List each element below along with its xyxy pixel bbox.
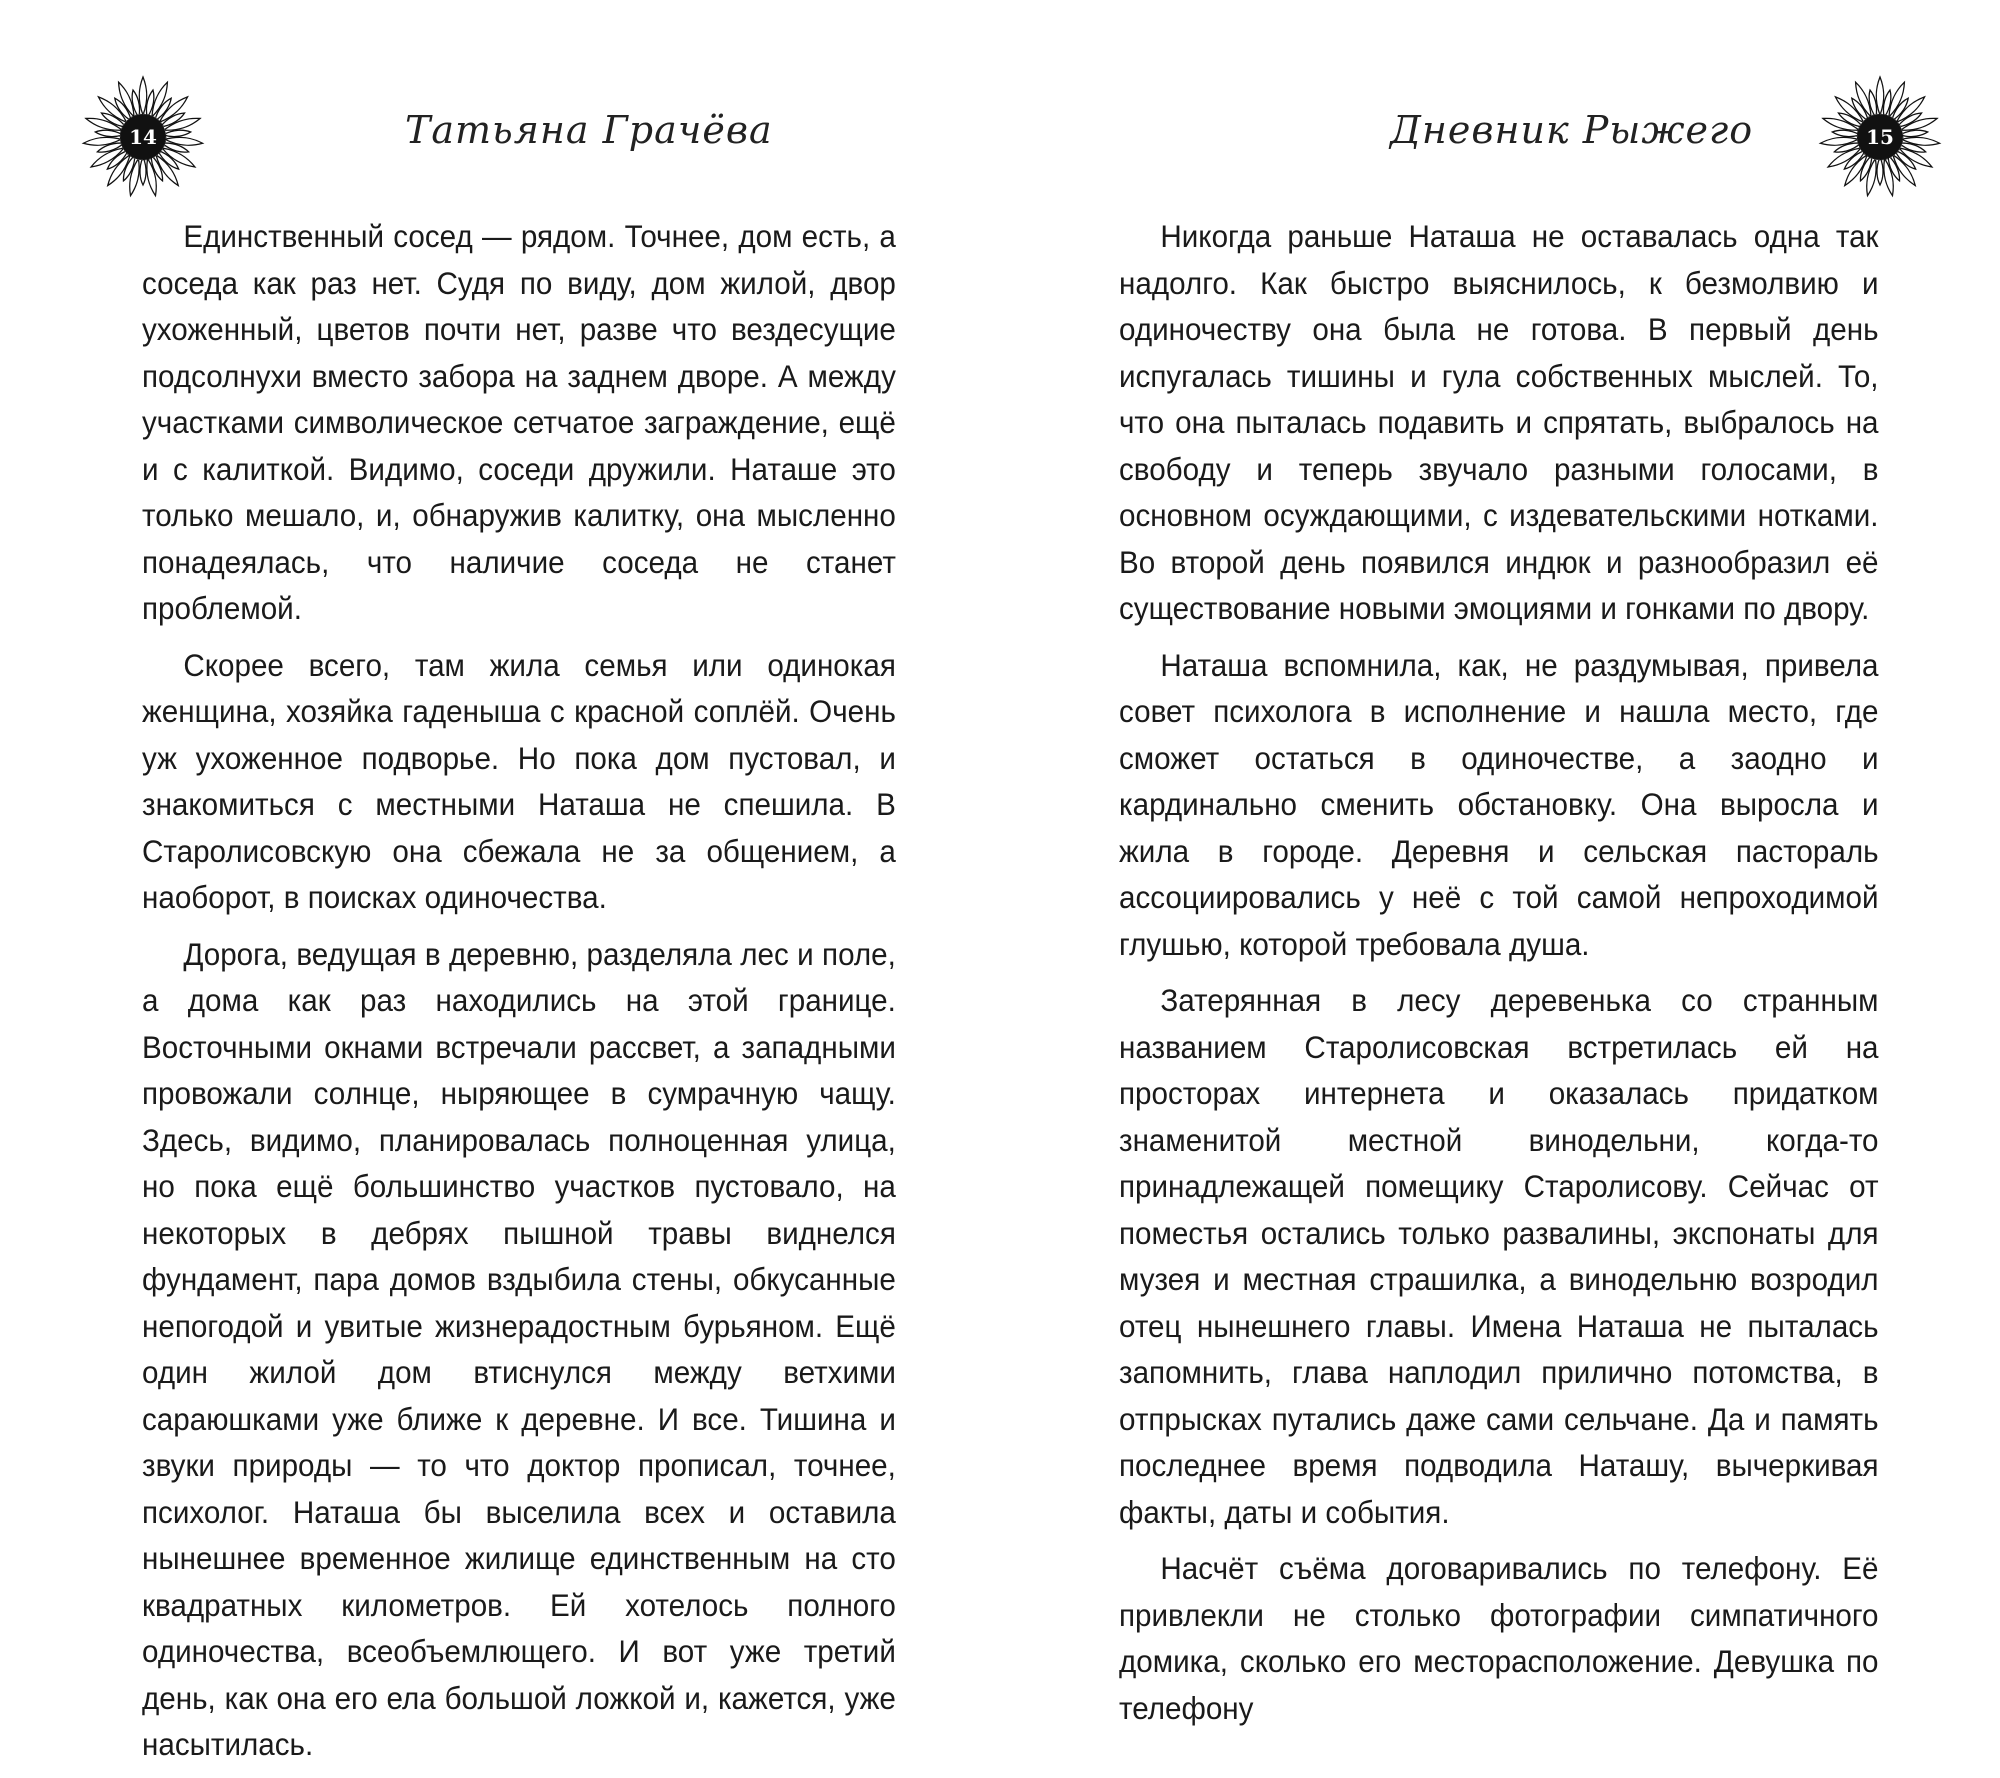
sunflower-page-number-badge <box>78 72 208 202</box>
left-page <box>0 0 1000 1762</box>
paragraph: Никогда раньше Наташа не оставалась одна так надолго. Как быстро выяснилось, к безмолвию и одиночеству она была не готова. В первый день испугалась тишины и гула собственных мыслей. То, что она пыталась подавить и спрятать, выбралось на свободу и теперь звучало разными голосами, в основном осуждающими, с издевательскими нотками. Во второй день появился индюк и разнообразил её существование новыми эмоциями и гонками по двору. <box>1119 218 1879 626</box>
paragraph: Скорее всего, там жила семья или одинокая женщина, хозяйка гаденыша с красной соплёй. Очень уж ухоженное подворье. Но пока дом пустовал, и знакомиться с местными Наташа не спешила. В Старолисовскую она сбежала не за общением, а наоборот, в поисках одиночества. <box>142 646 896 915</box>
page-number: 14 <box>129 125 157 149</box>
running-header-book-title: Дневник Рыжего <box>1390 108 1754 152</box>
paragraph: Наташа вспомнила, как, не раздумывая, привела совет психолога в исполнение и нашла место, где сможет остаться в одиночестве, а заодно и кардинально сменить обстановку. Она выросла и жила в городе. Деревня и сельская пастораль ассоциировались у неё с той самой непроходимой глушью, которой требовала душа. <box>1119 646 1879 962</box>
running-header-author: Татьяна Грачёва <box>405 108 773 152</box>
left-page-body <box>142 213 896 1778</box>
paragraph: Затерянная в лесу деревенька со странным названием Старолисовская встретилась ей на просторах интернета и оказалась придатком знаменитой местной винодельни, когда-то принадлежащей помещику Старолисову. Сейчас от поместья остались только развалины, экспонаты для музея и местная страшилка, а винодельню возродил отец нынешнего главы. Имена Наташа не пыталась запомнить, глава наплодил прилично потомства, в отпрысках путались даже сами сельчане. Да и память последнее время подводила Наташу, вычеркивая факты, даты и события. <box>1119 982 1879 1530</box>
page-number: 15 <box>1866 125 1894 149</box>
right-page <box>1000 0 2000 1726</box>
paragraph: Единственный сосед — рядом. Точнее, дом есть, а соседа как раз нет. Судя по виду, дом жилой, двор ухоженный, цветов почти нет, разве что вездесущие подсолнухи вместо забора на заднем дворе. А между участками символическое сетчатое заграждение, ещё и с калиткой. Видимо, соседи дружили. Наташе это только мешало, и, обнаружив калитку, она мысленно понадеялась, что наличие соседа не станет проблемой. <box>142 218 896 626</box>
right-page-body <box>1119 213 1879 1741</box>
paragraph: Насчёт съёма договаривались по телефону. Её привлекли не столько фотографии симпатичного домика, сколько его месторасположение. Девушка по телефону <box>1119 1550 1879 1726</box>
paragraph: Дорога, ведущая в деревню, разделяла лес и поле, а дома как раз находились на этой границе. Восточными окнами встречали рассвет, а западными провожали солнце, ныряющее в сумрачную чащу. Здесь, видимо, планировалась полноценная улица, но пока ещё большинство участков пустовало, на некоторых в дебрях пышной травы виднелся фундамент, пара домов вздыбила стены, обкусанные непогодой и увитые жизнерадостным бурьяном. Ещё один жилой дом втиснулся между ветхими сараюшками уже ближе к деревне. И все. Тишина и звуки природы — то что доктор прописал, точнее, психолог. Наташа бы выселила всех и оставила нынешнее временное жилище единственным на сто квадратных километров. Ей хотелось полного одиночества, всеобъемлющего. И вот уже третий день, как она его ела большой ложкой и, кажется, уже насытилась. <box>142 935 896 1762</box>
sunflower-page-number-badge <box>1815 72 1945 202</box>
